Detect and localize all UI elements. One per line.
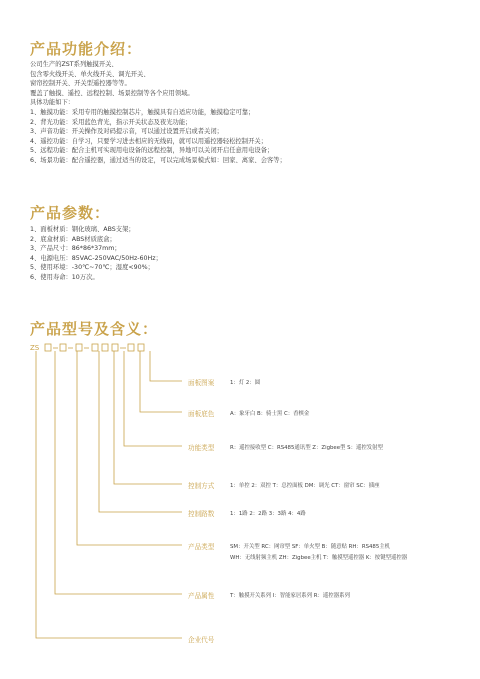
code-box: [102, 344, 108, 351]
text-line: 1、面板材质：钢化玻璃、ABS支架；: [30, 226, 135, 233]
code-box: [138, 344, 144, 351]
label-product-attr: 产品属性: [188, 592, 215, 600]
text-line: 4、电源电压：85VAC-250VAC/50Hz-60Hz；: [30, 254, 162, 262]
connector: [150, 351, 182, 381]
options-function-type: R：遥控接收型 C：RS485通讯型 Z：Zigbee型 S：遥控发射型: [230, 445, 383, 451]
text-line: 3、产品尺寸：86*86*37mm；: [30, 245, 121, 253]
code-box: [128, 344, 134, 351]
text-line: 窗帘控制开关、开关型遥控器等等。: [30, 80, 131, 88]
label-product-type: 产品类型: [188, 543, 215, 551]
options-product-type: SM：开关型 RC：网帘型 SF：单火型 B：随意贴 RH：RS485主机: [230, 544, 391, 550]
connector: [140, 351, 182, 412]
text-line: 4、遥控功能：自学习，只要学习进去相应的无线码，就可以用遥控器轻松控制开关；: [30, 137, 267, 145]
code-box: [60, 344, 66, 351]
label-function-type: 功能类型: [188, 444, 215, 452]
code-box: [112, 344, 118, 351]
options-product-attr: T：触摸开关系列 I：智能家居系列 R：遥控器系列: [230, 593, 350, 599]
text-line: 1、触摸功能：采用专用的触摸控制芯片，触摸具有自适应功能，触摸稳定可靠；: [30, 108, 255, 116]
options-panel-color: A：象牙白 B：骑士黑 C：香槟金: [230, 411, 310, 417]
label-channels: 控制路数: [188, 510, 215, 518]
text-line: 覆盖了触摸、遥控、远程控制、场景控制等各个应用领域。: [30, 89, 194, 97]
text-line: 6、使用寿命：10万次。: [30, 273, 99, 281]
text-line: 3、声音功能：开关操作及对码提示音，可以通过设置开启或者关闭；: [30, 128, 223, 136]
options-product-type-2: WH：无线射频主机 ZH：Zigbee主机 T：触摸型遥控器 K：按键型遥控器: [230, 555, 408, 561]
text-line: 6、场景功能：配合遥控器，通过适当的设定，可以完成场景模式如：回家、离家、会客等；: [30, 156, 286, 164]
options-panel-pattern: 1：灯 2：圆: [230, 380, 261, 386]
params-heading: 产品参数：: [30, 204, 111, 222]
label-company-code: 企业代号: [188, 636, 215, 644]
code-box: [76, 344, 82, 351]
model-code-prefix: ZS: [30, 344, 40, 352]
text-line: 2、底盒材质：ABS材质底盒；: [30, 235, 116, 243]
code-box: [45, 344, 51, 351]
label-control-mode: 控制方式: [188, 482, 215, 490]
model-heading: 产品型号及含义：: [30, 320, 159, 338]
connector: [36, 351, 182, 638]
connector: [77, 351, 182, 545]
label-panel-color: 面板底色: [188, 410, 215, 418]
text-line: 2、背光功能：采用蓝色背光，指示开关状态及夜光功能；: [30, 118, 192, 126]
options-control-mode: 1：单控 2：双控 T：总控面板 DM：调光 CT：窗帘 SC：插座: [230, 483, 380, 489]
text-line: 具体功能如下：: [30, 99, 75, 107]
text-line: 包含零火线开关、单火线开关、调光开关、: [30, 70, 150, 78]
connector: [99, 351, 182, 512]
text-line: 5、使用环境：-30℃~70℃；湿度<90%；: [30, 264, 154, 272]
text-line: 5、远程功能：配合主机可实现用电设备的远程控制，异地可以关闭开启任意用电设备；: [30, 147, 274, 155]
intro-heading: 产品功能介绍：: [30, 40, 143, 58]
text-line: 公司生产的ZST系列触摸开关、: [30, 61, 118, 68]
connector: [55, 351, 182, 594]
label-panel-pattern: 面板图案: [188, 379, 215, 387]
connector: [124, 351, 182, 446]
code-box: [92, 344, 98, 351]
options-channels: 1：1路 2：2路 3：3路 4：4路: [230, 511, 306, 517]
